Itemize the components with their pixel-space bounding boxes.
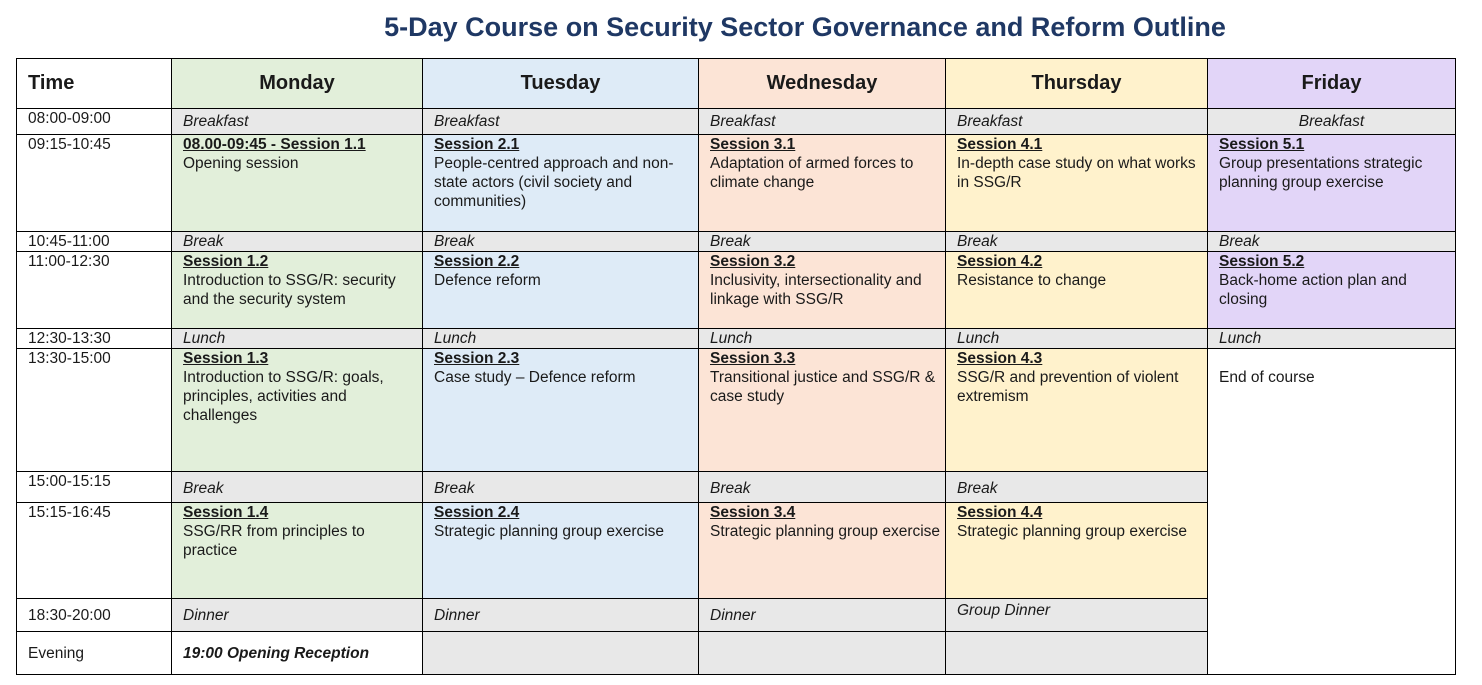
time-cell: 09:15-10:45 <box>17 135 172 232</box>
session-cell <box>423 252 699 329</box>
session-desc: In-depth case study on what works in SSG/R <box>957 155 1196 191</box>
session-title: Session 1.2 <box>183 253 269 270</box>
row-breakfast <box>17 109 1456 135</box>
session-title: Session 3.2 <box>710 253 796 270</box>
dinner-cell: Dinner <box>172 599 423 632</box>
breakfast-cell: Breakfast <box>423 109 699 135</box>
session-desc: People-centred approach and non-state actors (civil society and communities) <box>434 155 674 210</box>
session-desc: Strategic planning group exercise <box>957 523 1188 540</box>
row-session-1 <box>17 135 1456 232</box>
session-title: Session 4.1 <box>957 136 1043 153</box>
break-cell: Break <box>172 232 423 252</box>
session-title: 08.00-09:45 - Session 1.1 <box>183 136 366 153</box>
session-desc: Transitional justice and SSG/R & case study <box>710 369 936 405</box>
session-cell <box>699 135 946 232</box>
break-cell: Break <box>946 472 1208 503</box>
header-row <box>17 59 1456 109</box>
header-wednesday: Wednesday <box>699 59 946 109</box>
breakfast-cell: Breakfast <box>699 109 946 135</box>
session-title: Session 3.1 <box>710 136 796 153</box>
session-cell <box>946 503 1208 599</box>
time-cell: 15:00-15:15 <box>17 472 172 503</box>
break-cell: Break <box>423 472 699 503</box>
schedule-table <box>16 58 1456 675</box>
session-desc: Defence reform <box>434 272 541 289</box>
page-title: 5-Day Course on Security Sector Governance and Reform Outline <box>384 12 1226 42</box>
empty-cell <box>699 632 946 675</box>
time-cell: 10:45-11:00 <box>17 232 172 252</box>
friday-end-cell: End of course <box>1208 349 1456 675</box>
session-cell <box>1208 252 1456 329</box>
break-cell: Break <box>946 232 1208 252</box>
row-lunch <box>17 329 1456 349</box>
session-desc: Group presentations strategic planning group exercise <box>1219 155 1423 191</box>
session-cell <box>172 503 423 599</box>
session-desc: Introduction to SSG/R: goals, principles, activities and challenges <box>183 369 384 424</box>
session-title: Session 5.2 <box>1219 253 1305 270</box>
empty-cell <box>946 632 1208 675</box>
breakfast-cell: Breakfast <box>946 109 1208 135</box>
session-cell <box>172 252 423 329</box>
session-title: Session 1.3 <box>183 350 269 367</box>
session-title: Session 1.4 <box>183 504 269 521</box>
row-session-3 <box>17 349 1456 472</box>
session-title: Session 3.4 <box>710 504 796 521</box>
session-desc: Introduction to SSG/R: security and the security system <box>183 272 396 308</box>
dinner-cell: Dinner <box>423 599 699 632</box>
time-cell: 12:30-13:30 <box>17 329 172 349</box>
session-title: Session 2.3 <box>434 350 520 367</box>
session-cell <box>946 252 1208 329</box>
lunch-cell: Lunch <box>699 329 946 349</box>
break-cell: Break <box>423 232 699 252</box>
session-desc: Strategic planning group exercise <box>710 523 941 540</box>
session-title: Session 2.1 <box>434 136 520 153</box>
session-cell <box>1208 135 1456 232</box>
header-thursday: Thursday <box>946 59 1208 109</box>
session-desc: Adaptation of armed forces to climate change <box>710 155 914 191</box>
session-desc: Back-home action plan and closing <box>1219 272 1407 308</box>
time-cell: Evening <box>17 632 172 675</box>
session-cell <box>699 503 946 599</box>
session-cell <box>699 349 946 472</box>
dinner-cell: Dinner <box>699 599 946 632</box>
breakfast-cell: Breakfast <box>172 109 423 135</box>
time-cell: 18:30-20:00 <box>17 599 172 632</box>
break-cell: Break <box>699 232 946 252</box>
session-title: Session 4.3 <box>957 350 1043 367</box>
lunch-cell: Lunch <box>946 329 1208 349</box>
lunch-cell: Lunch <box>1208 329 1456 349</box>
session-cell <box>423 349 699 472</box>
break-cell: Break <box>699 472 946 503</box>
time-cell: 15:15-16:45 <box>17 503 172 599</box>
session-title: Session 4.2 <box>957 253 1043 270</box>
break-cell: Break <box>1208 232 1456 252</box>
session-title: Session 5.1 <box>1219 136 1305 153</box>
time-cell: 11:00-12:30 <box>17 252 172 329</box>
header-friday: Friday <box>1208 59 1456 109</box>
session-desc: SSG/R and prevention of violent extremism <box>957 369 1179 405</box>
time-cell: 13:30-15:00 <box>17 349 172 472</box>
session-cell <box>699 252 946 329</box>
opening-reception-cell: 19:00 Opening Reception <box>172 632 423 675</box>
row-session-2 <box>17 252 1456 329</box>
session-desc: Opening session <box>183 155 299 172</box>
time-cell: 08:00-09:00 <box>17 109 172 135</box>
lunch-cell: Lunch <box>172 329 423 349</box>
session-cell <box>423 503 699 599</box>
header-tuesday: Tuesday <box>423 59 699 109</box>
session-title: Session 2.2 <box>434 253 520 270</box>
header-time: Time <box>17 59 172 109</box>
session-desc: Strategic planning group exercise <box>434 523 665 540</box>
group-dinner-cell: Group Dinner <box>946 599 1208 632</box>
session-desc: SSG/RR from principles to practice <box>183 523 365 559</box>
session-cell <box>172 349 423 472</box>
session-cell <box>946 135 1208 232</box>
lunch-cell: Lunch <box>423 329 699 349</box>
session-desc: Case study – Defence reform <box>434 369 636 386</box>
session-cell <box>172 135 423 232</box>
session-title: Session 4.4 <box>957 504 1043 521</box>
session-desc: Resistance to change <box>957 272 1107 289</box>
session-title: Session 2.4 <box>434 504 520 521</box>
session-title: Session 3.3 <box>710 350 796 367</box>
session-desc: Inclusivity, intersectionality and linkage with SSG/R <box>710 272 922 308</box>
break-cell: Break <box>172 472 423 503</box>
header-monday: Monday <box>172 59 423 109</box>
breakfast-cell: Breakfast <box>1208 109 1456 135</box>
session-cell <box>946 349 1208 472</box>
session-cell <box>423 135 699 232</box>
empty-cell <box>423 632 699 675</box>
row-break-1 <box>17 232 1456 252</box>
